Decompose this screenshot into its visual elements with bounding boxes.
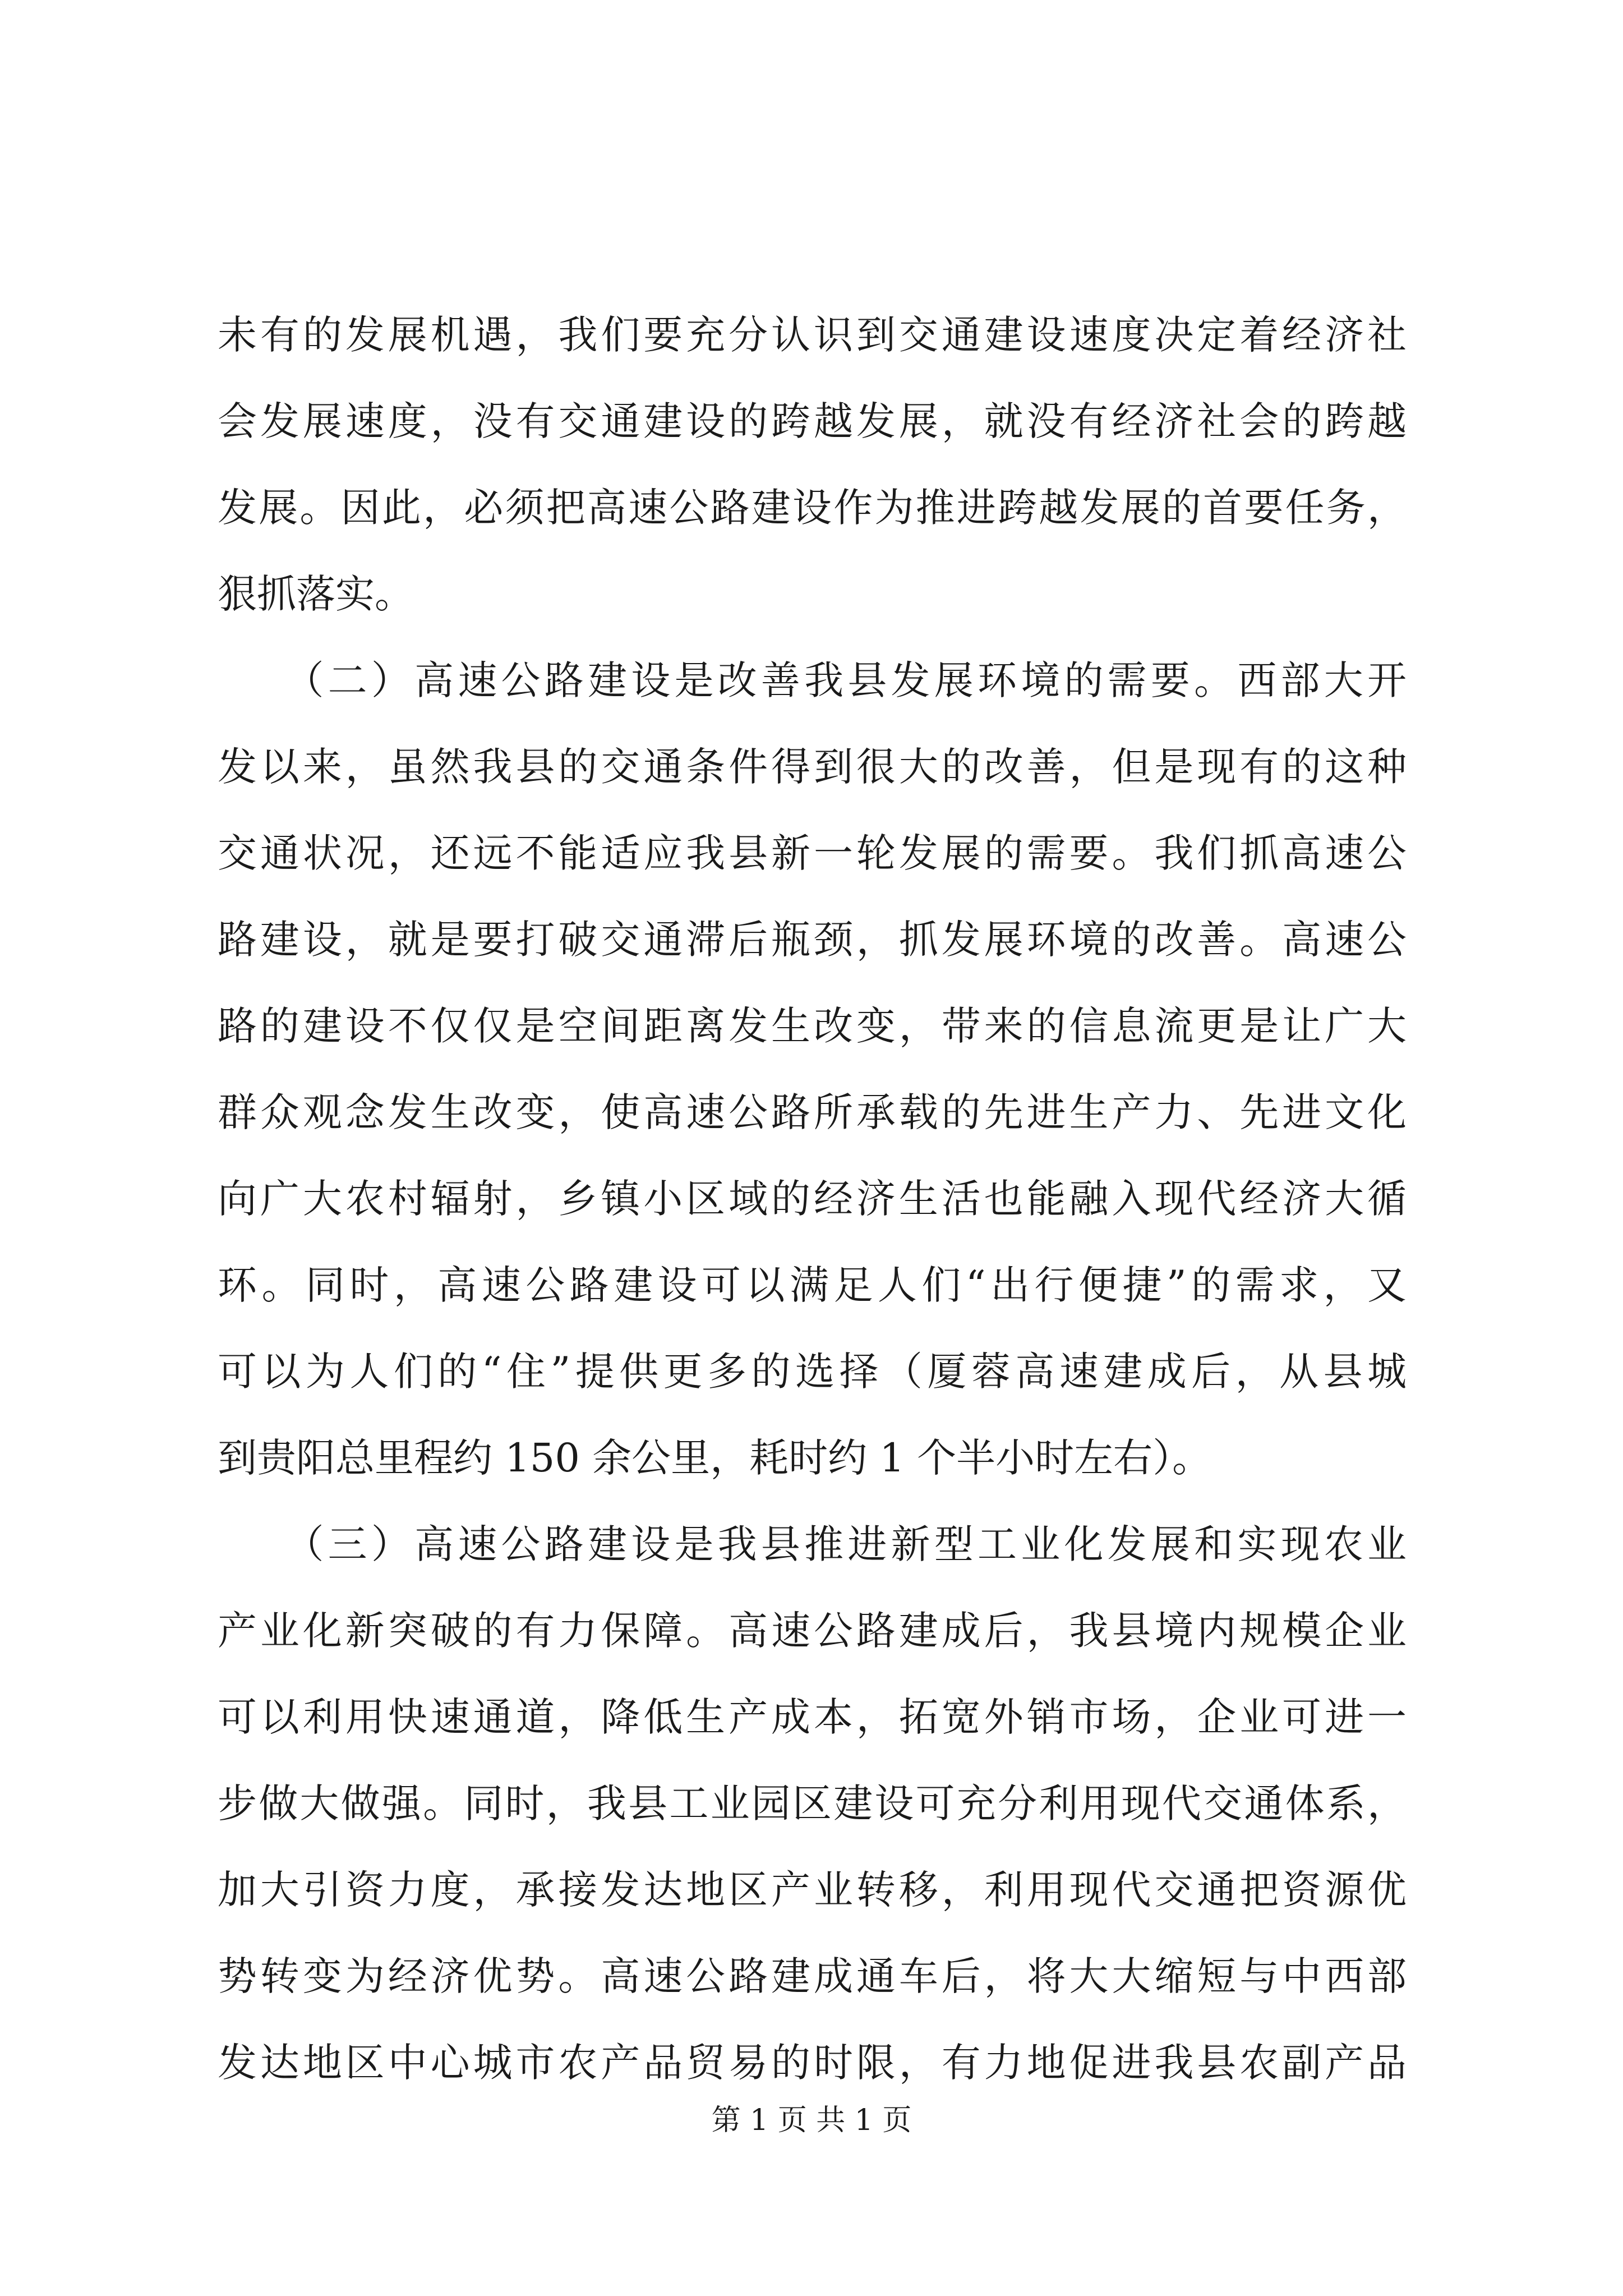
- text-line: 会发展速度，没有交通建设的跨越发展，就没有经济社会的跨越: [218, 398, 1407, 444]
- page-footer: 第 1 页 共 1 页: [711, 2104, 912, 2137]
- text-line: 环。同时，高速公路建设可以满足人们“出行便捷”的需求，又: [218, 1262, 1407, 1308]
- text-line: 群众观念发生改变，使高速公路所承载的先进生产力、先进文化: [218, 1089, 1407, 1135]
- text-line: 发展。因此，必须把高速公路建设作为推进跨越发展的首要任务，: [218, 485, 1407, 531]
- text-line: 狠抓落实。: [218, 571, 414, 617]
- text-line: 加大引资力度，承接发达地区产业转移，利用现代交通把资源优: [218, 1867, 1407, 1913]
- text-line: 发以来，虽然我县的交通条件得到很大的改善，但是现有的这种: [218, 744, 1407, 790]
- text-line: 交通状况，还远不能适应我县新一轮发展的需要。我们抓高速公: [218, 830, 1407, 876]
- text-line: 可以利用快速通道，降低生产成本，拓宽外销市场，企业可进一: [218, 1694, 1407, 1740]
- text-line: 路建设，就是要打破交通滞后瓶颈，抓发展环境的改善。高速公: [218, 917, 1407, 963]
- body-text: [218, 292, 1407, 2106]
- text-line: 步做大做强。同时，我县工业园区建设可充分利用现代交通体系，: [218, 1780, 1407, 1826]
- text-line: （三）高速公路建设是我县推进新型工业化发展和实现农业: [218, 1521, 1407, 1567]
- text-line: 发达地区中心城市农产品贸易的时限，有力地促进我县农副产品: [218, 2040, 1407, 2086]
- text-line: 到贵阳总里程约 150 余公里，耗时约 1 个半小时左右）。: [218, 1435, 1212, 1481]
- text-line: 势转变为经济优势。高速公路建成通车后，将大大缩短与中西部: [218, 1953, 1407, 1999]
- text-line: 路的建设不仅仅是空间距离发生改变，带来的信息流更是让广大: [218, 1003, 1407, 1049]
- text-line: 可以为人们的“住”提供更多的选择（厦蓉高速建成后，从县城: [218, 1349, 1407, 1395]
- text-line: 未有的发展机遇，我们要充分认识到交通建设速度决定着经济社: [218, 312, 1407, 358]
- text-line: 向广大农村辐射，乡镇小区域的经济生活也能融入现代经济大循: [218, 1176, 1407, 1222]
- text-line: （二）高速公路建设是改善我县发展环境的需要。西部大开: [218, 657, 1407, 703]
- text-line: 产业化新突破的有力保障。高速公路建成后，我县境内规模企业: [218, 1608, 1407, 1654]
